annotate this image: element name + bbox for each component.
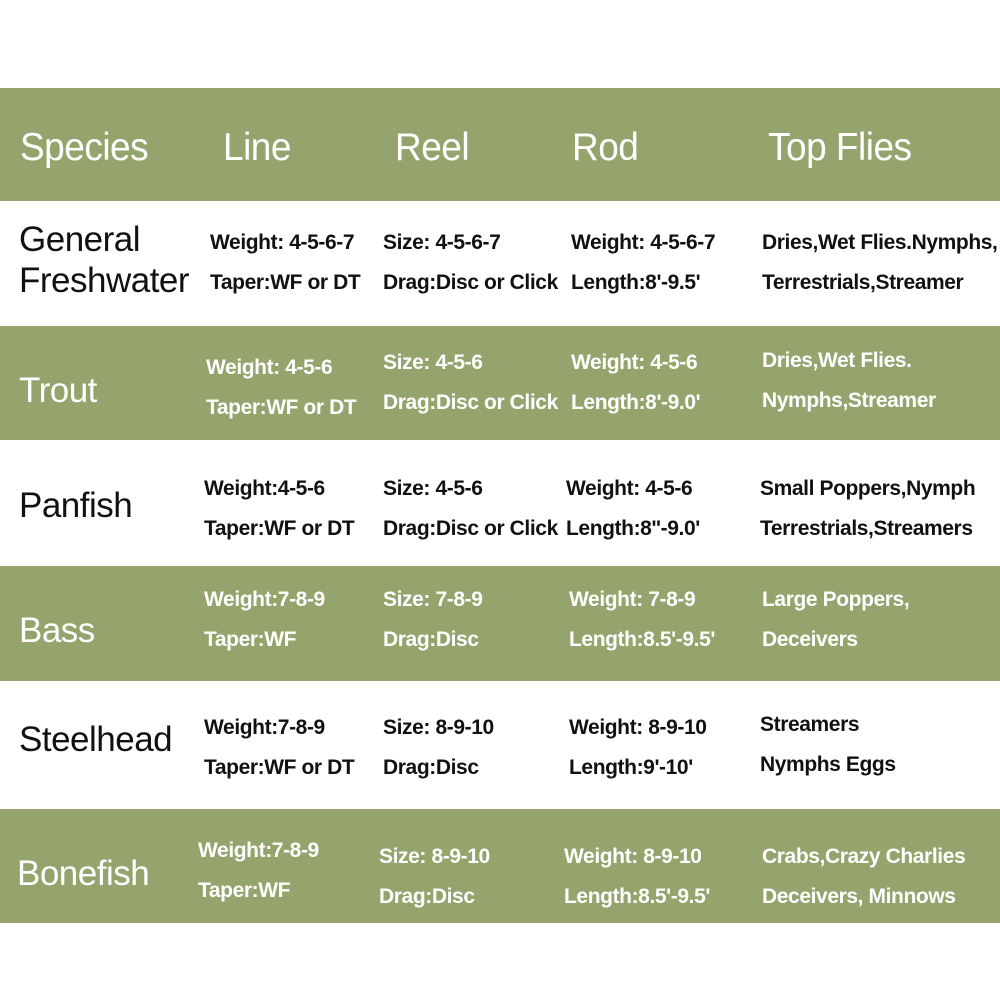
top-flies [762,341,936,421]
line-weight: Weight:7-8-9 [204,716,325,739]
table-row [0,326,1000,440]
line-spec [210,223,360,303]
reel-spec [383,708,494,788]
flies-line2: Terrestrials,Streamers [760,517,973,540]
line-spec [204,580,325,660]
rod-spec [564,837,710,917]
flies-line1: Large Poppers, [762,588,910,611]
species-name: Bass [19,611,95,650]
line-taper: Taper:WF or DT [204,756,355,779]
flies-line1: Dries,Wet Flies. [762,349,912,372]
rod-length: Length:8'-9.5' [571,271,701,294]
line-weight: Weight: 4-5-6 [206,356,333,379]
header-species: Species [20,125,149,169]
table-row [0,809,1000,923]
line-taper: Taper:WF [204,628,297,651]
rod-spec [569,580,715,660]
reel-size: Size: 4-5-6 [383,477,483,500]
reel-drag: Drag:Disc or Click [383,391,558,414]
rod-weight: Weight: 4-5-6 [571,351,698,374]
reel-drag: Drag:Disc [383,628,479,651]
flies-line2: Nymphs,Streamer [762,389,936,412]
line-weight: Weight: 4-5-6-7 [210,231,355,254]
top-flies [760,705,896,785]
flies-line1: Streamers [760,713,860,736]
reel-size: Size: 7-8-9 [383,588,483,611]
header-rod: Rod [572,125,639,169]
flies-line2: Nymphs Eggs [760,753,896,776]
reel-size: Size: 4-5-6 [383,351,483,374]
rod-spec [566,469,700,549]
rod-length: Length:8'-9.0' [571,391,701,414]
species-name: Steelhead [19,720,173,759]
rod-weight: Weight: 4-5-6-7 [571,231,716,254]
rod-weight: Weight: 8-9-10 [569,716,707,739]
line-taper: Taper:WF or DT [204,517,355,540]
rod-spec [571,223,715,303]
flies-line2: Deceivers, Minnows [762,885,956,908]
table-row [0,201,1000,326]
reel-drag: Drag:Disc or Click [383,271,558,294]
line-taper: Taper:WF or DT [210,271,361,294]
line-weight: Weight:4-5-6 [204,477,325,500]
species-name: Bonefish [17,854,150,893]
species-name-line1: General [19,220,141,259]
line-weight: Weight:7-8-9 [198,839,319,862]
header-line: Line [223,125,291,169]
species-name: Trout [19,371,97,410]
flies-line2: Terrestrials,Streamer [762,271,964,294]
rod-length: Length:8''-9.0' [566,517,700,540]
table-row [0,440,1000,566]
species-name [19,219,189,301]
top-flies [760,469,975,549]
reel-size: Size: 8-9-10 [379,845,490,868]
table-header-row [0,88,1000,201]
line-spec [198,831,319,911]
flies-line1: Small Poppers,Nymph [760,477,976,500]
reel-drag: Drag:Disc [383,756,479,779]
header-reel: Reel [395,125,470,169]
flies-line1: Dries,Wet Flies.Nymphs, [762,231,998,254]
species-name: Panfish [19,486,133,525]
flies-line1: Crabs,Crazy Charlies [762,845,966,868]
top-flies [762,837,965,917]
reel-size: Size: 4-5-6-7 [383,231,501,254]
table-row [0,681,1000,809]
line-spec [204,708,354,788]
header-top-flies: Top Flies [768,125,912,169]
rod-weight: Weight: 7-8-9 [569,588,696,611]
line-spec [206,348,356,428]
reel-spec [383,580,482,660]
reel-spec [379,837,490,917]
line-spec [204,469,354,549]
rod-weight: Weight: 4-5-6 [566,477,693,500]
table-row [0,566,1000,681]
rod-spec [571,343,700,423]
line-taper: Taper:WF [198,879,291,902]
line-weight: Weight:7-8-9 [204,588,325,611]
reel-size: Size: 8-9-10 [383,716,494,739]
fly-fishing-gear-table [0,88,1000,923]
reel-spec [383,223,558,303]
rod-weight: Weight: 8-9-10 [564,845,702,868]
rod-length: Length:8.5'-9.5' [569,628,715,651]
rod-spec [569,708,707,788]
line-taper: Taper:WF or DT [206,396,357,419]
species-name-line2: Freshwater [19,261,190,300]
top-flies [762,223,998,303]
reel-drag: Drag:Disc or Click [383,517,558,540]
flies-line2: Deceivers [762,628,858,651]
reel-spec [383,469,558,549]
reel-spec [383,343,558,423]
rod-length: Length:8.5'-9.5' [564,885,710,908]
top-flies [762,580,909,660]
rod-length: Length:9'-10' [569,756,693,779]
reel-drag: Drag:Disc [379,885,475,908]
